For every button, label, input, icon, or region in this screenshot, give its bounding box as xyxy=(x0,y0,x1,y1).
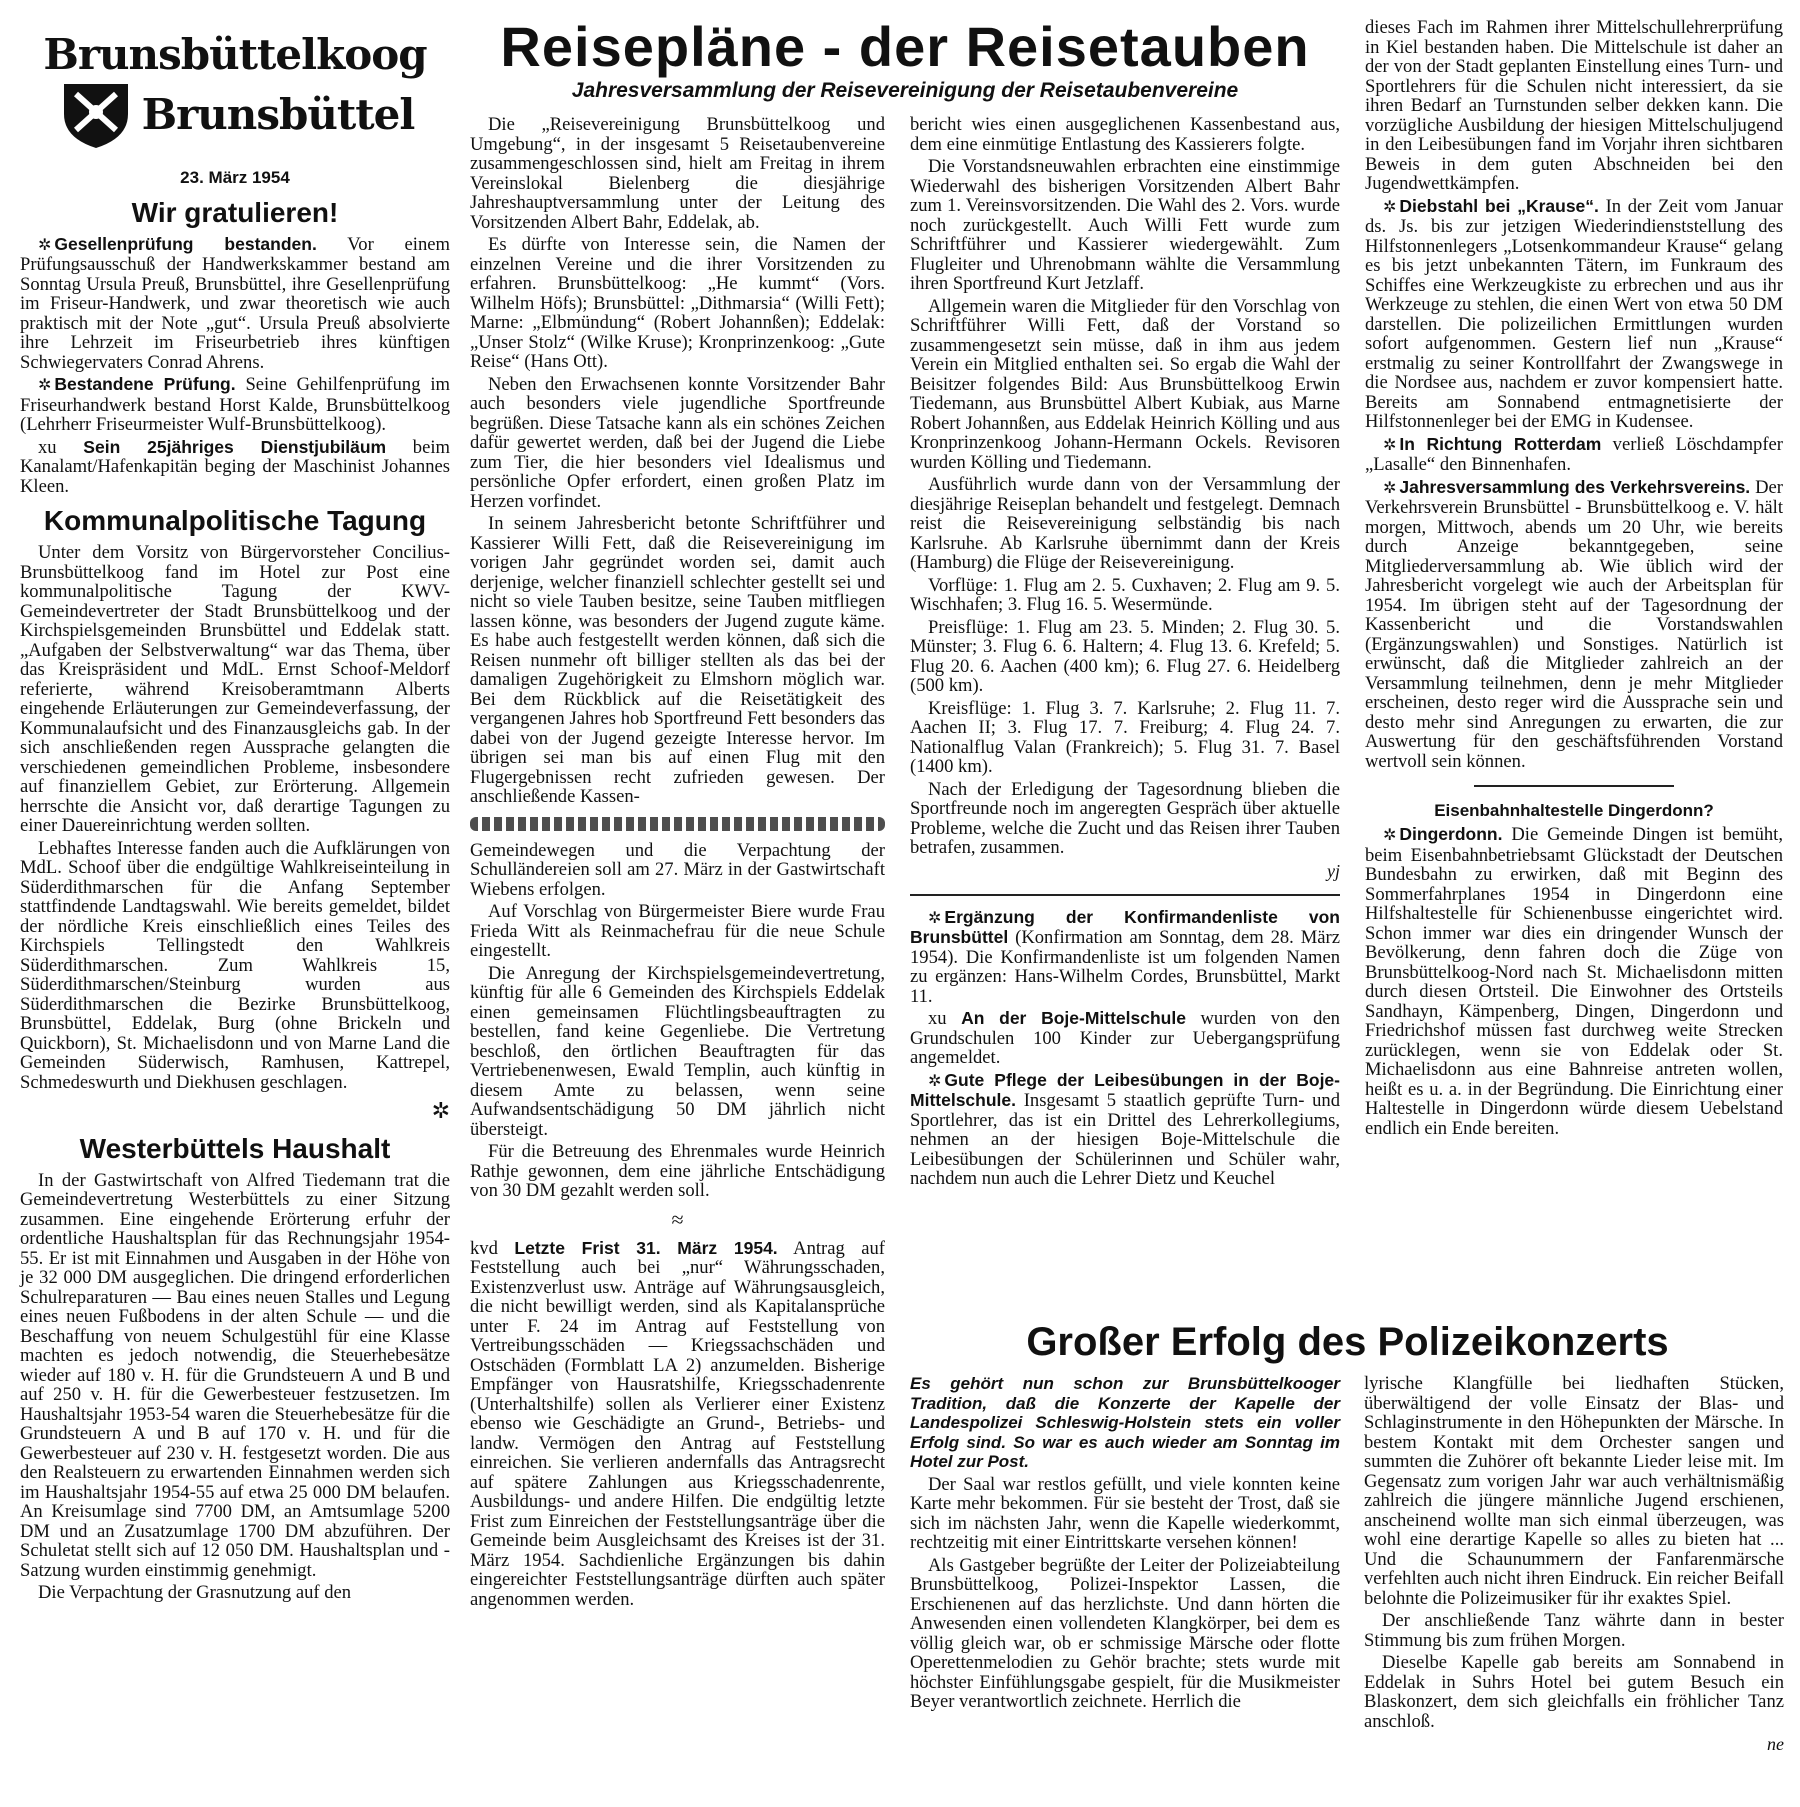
star-icon: ✲ xyxy=(1383,198,1397,216)
konzert-article xyxy=(910,1320,1785,1755)
star-icon: ✲ xyxy=(1383,436,1397,454)
gratulieren-paragraph-2: ✲ Bestandene Prüfung. Seine Gehilfenprüfung im Friseurhandwerk bestand Horst Kalde, Brunsbüttelkoog (Lehrherr Friseurmeister Wulf-Brunsbüttelkoog). xyxy=(20,374,450,436)
reise-paragraph: Nach der Erledigung der Tagesordnung blieben die Sportfreunde noch im angeregten Gespräch über aktuelle Probleme, welche die Zucht und das Reisen ihrer Tauben betrafen, zusammen. xyxy=(910,778,1340,858)
author-sign: ne xyxy=(1767,1734,1784,1754)
reise-headline xyxy=(470,15,1340,103)
divider xyxy=(910,894,1340,896)
konf-paragraph: ✲ Ergänzung der Konfirmandenliste von Brunsbüttel (Konfirmation am Sonntag, dem 28. März 1954). Die Konfirmandenliste ist um folgenden Namen zu ergänzen: Hans-Wilhelm Cordes, Brunsbüttel, Markt 11. xyxy=(910,906,1340,1007)
column-2 xyxy=(470,115,885,1612)
reise-paragraph: Die Vorstandsneuwahlen erbrachten eine einstimmige Wiederwahl des bisherigen Vorsitzenden Albert Bahr zum 1. Vereinsvorsitzenden. Die Wahl des 2. Vors. wurde noch zurückgestellt. Auch Willi Fett wurde zum Schriftführer und Kassierer wiedergewählt. Zum Flugleiter und Uhrenobmann wählte die Versammlung ihren Sportfreund Kurt Jetzlaff. xyxy=(910,156,1340,294)
konzert-paragraph: lyrische Klangfülle bei liedhaften Stücken, überwältigend der volle Einsatz der Blas- und Schlaginstrumente in den Höhepunkten der Märsche. In bestem Kontakt mit dem Orchester sangen und summten die Zuhörer oft bekannte Lieder leise mit. Im Gegensatz zum vorigen Jahr war auch verhältnismäßig zahlreich die jüngere männliche Jugend erschienen, anscheinend wollte man sich einmal überzeugen, was wohl eine derartige Kapelle so alles zu bieten hat ... Und die Schaunummern der Fanfarenmärsche verfehlten auch nicht ihren Eindruck. Ein reicher Beifall belohnte die Polizeimusiker für ihr exaktes Spiel. xyxy=(1364,1373,1784,1609)
kommunal-paragraph-1: Unter dem Vorsitz von Bürgervorsteher Concilius-Brunsbüttelkoog fand im Hotel zur Post eine kommunalpolitische Tagung der KWV-Gemeindevertreter der Stadt Brunsbüttelkoog und der Kirchspielsgemeinden Brunsbüttel und Eddelak statt. „Aufgaben der Selbstverwaltung“ war das Thema, über das Kreispräsident und MdL. Ernst Schoof-Meldorf referierte, während Kreisoberamtmann Alberts eingehende Erläuterungen zur Gemeindeverfassung, der Kommunalaufsicht und des Finanzausgleichs gab. In der sich anschließenden regen Aussprache gelangten die verschiedenen gemeindlichen Probleme, insbesondere auf finanziellem Gebiet, zur Erörterung. Allgemein herrschte die Ansicht vor, daß derartige Tagungen zu einer Dauereinrichtung werden sollten. xyxy=(20,542,450,837)
divider xyxy=(1474,785,1674,787)
reise-paragraph: Kreisflüge: 1. Flug 3. 7. Karlsruhe; 2. Flug 11. 7. Aachen II; 3. Flug 17. 7. Freiburg; 4. Flug 24. 7. Nationalflug Valan (Frankreich); 5. Flug 31. 7. Basel (1400 km). xyxy=(910,697,1340,777)
star-icon: ✲ xyxy=(38,377,52,395)
bahn-title: Eisenbahnhaltestelle Dingerdonn? xyxy=(1434,801,1714,820)
verkehr-paragraph: ✲ Jahresversammlung des Verkehrsvereins. Der Verkehrsverein Brunsbüttel - Brunsbüttelkoog e. V. hält morgen, Mittwoch, abends um 20 Uhr, wie bereits durch Anzeige bekanntgegeben, seine Mitgliederversammlung ab. Wie üblich wird der Jahresbericht vorgelegt wie auch der Arbeitsplan für 1954. Im übrigen steht auf der Tagesordnung der Kassenbericht und die Vorstandswahlen (Ergänzungswahlen) und Sonstiges. Natürlich ist erwünscht, daß die Mitglieder zahlreich an der Versammlung teilnehmen, denn je mehr Mitglieder erscheinen, desto reger wird die Aussprache sein und desto mehr sind Anregungen zu erwarten, die zur Auswertung für den geschäftsführenden Vorstand wertvoll sein können. xyxy=(1365,476,1783,772)
column-1 xyxy=(20,30,450,1606)
frist-paragraph: kvd Letzte Frist 31. März 1954. Antrag auf Feststellung auch bei „nur“ Währungsschaden, Existenzverlust usw. Anträge auf Währungsausgleich, die nicht bewilligt werden, sind als Kapitalansprüche unter F. 24 im Antrag auf Feststellung von Vertreibungsschäden — Kriegssachschäden und Ostschäden (Formblatt LA 2) anzumelden. Bisherige Empfänger von Hausratshilfe, Kriegsschadenrente (Unterhaltshilfe) sollen als Verlierer einer Existenz ebenso wie Geschädigte an Grund-, Betriebs- und landw. Vermögen den Antrag auf Feststellung einreichen. Sie verlieren andernfalls das Antragsrecht auf spätere Zahlungen aus Kriegsschadenrente, Ausbildungs- und andere Hilfen. Die endgültig letzte Frist zum Einreichen der Feststellungsanträge über die Gemeinde beim Ausgleichsamt des Kreises ist der 31. März 1954. Sachdienliche Ergänzungen bis dahin eingereichter Feststellungsanträge dürften auch später angenommen werden. xyxy=(470,1237,886,1610)
konzert-column-1 xyxy=(910,1374,1340,1755)
star-icon: ✲ xyxy=(431,1098,450,1124)
bahn-paragraph: ✲ Dingerdonn. Die Gemeinde Dingen ist bemüht, beim Eisenbahnbetriebsamt Glückstadt der Deutschen Bundesbahn zu erwirken, daß mit Beginn des Sommerfahrplanes 1954 in Dingerdonn eine Hilfshaltestelle für Schienenbusse eingerichtet wird. Schon immer war dies ein dringender Wunsch der Bevölkerung, denn fahren doch die Züge von Brunsbüttelkoog-Nord nach St. Michaelisdonn mitten durch diesen Ortsteil. Die Einwohner des Ortsteils Sandhayn, Kämpenberg, Dingen, Dingerdonn und Friedrichshof müssen fast durchweg weite Strecken zurücklegen, wenn sie von Eddelak oder St. Michaelisdonn aus eine Bahnreise antreten wollen, heißt es u. a. in der Begründung. Die Einrichtung einer Haltestelle in Dingerdonn würde diesem Uebelstand endlich ein Ende bereiten. xyxy=(1365,824,1783,1139)
konzert-paragraph: Der Saal war restlos gefüllt, und viele konnten keine Karte mehr bekommen. Für sie besteht der Trost, daß sie sich im nächsten Jahr, wenn die Kapelle wiederkommt, rechtzeitig mit einer Eintrittskarte versehen können! xyxy=(910,1473,1340,1553)
konzert-column-2 xyxy=(1364,1374,1784,1755)
haushalt-continued: Die Anregung der Kirchspielsgemeindevertretung, künftig für alle 6 Gemeinden des Kirchspiels Eddelak einen gemeinsamen Flüchtlingsbeauftragten zu bestellen, fand keine Gegenliebe. Die Vertretung beschloß, den örtlichen Beauftragten für das Vertriebenenwesen, Ewald Templin, auch künftig in diesem Amte zu belassen, wenn seine Aufwandsentschädigung 50 DM jährlich nicht übersteigt. xyxy=(470,962,885,1140)
reise-title: Reisepläne - der Reisetauben xyxy=(500,15,1310,78)
masthead xyxy=(20,30,450,150)
masthead-line-1: Brunsbüttelkoog xyxy=(43,30,427,79)
gratulieren-paragraph-3: xu Sein 25jähriges Dienstjubiläum beim Kanalamt/Hafenkapitän beging der Maschinist Johannes Kleen. xyxy=(20,436,450,497)
coat-of-arms-icon xyxy=(56,80,136,150)
column-3 xyxy=(910,115,1340,1192)
haushalt-continued: Gemeindewegen und die Verpachtung der Schulländereien soll am 27. März in der Gastwirtschaft Wiebens erfolgen. xyxy=(470,839,885,900)
haushalt-paragraph-1: In der Gastwirtschaft von Alfred Tiedemann trat die Gemeindevertretung Westerbüttels zu einer Sitzung zusammen. Eine eingehende Erörterung erfuhr der ordentliche Haushaltsplan für das Rechnungsjahr 1954-55. Er ist mit Einnahmen und Ausgaben in der Höhe von je 32 000 DM ausgeglichen. Die dringend erforderlichen Schulreparaturen — Bau eines neuen Stalles und Legung eines neuen Fußbodens in der alten Schule — und die Beschaffung von neuem Schulgestühl für eine Klasse machten es jedoch notwendig, die Steuerhebesätze wieder auf 180 v. H. für die Grundsteuern A und B und auf 250 v. H. für die Gewerbesteuer festzusetzen. Im Haushaltsjahr 1953-54 waren die Steuerhebesätze für die Grundsteuern A und B auf 170 v. H. und für die Gewerbesteuer auf 230 v. H. festgesetzt worden. Die aus den Realsteuern zu erwartenden Einnahmen werden sich im Haushaltsjahr 1954-55 auf etwa 25 000 DM belaufen. An Kreisumlage sind 7700 DM, an Amtsumlage 5200 DM und an Zusatzumlage 1700 DM abzuführen. Der Schuletat stellt sich auf 12 050 DM. Haushaltsplan und -Satzung wurden einstimmig genehmigt. xyxy=(20,1169,450,1581)
boje-paragraph: xu An der Boje-Mittelschule wurden von den Grundschulen 100 Kinder zur Uebergangsprüfung angemeldet. xyxy=(910,1008,1340,1068)
star-icon: ✲ xyxy=(1383,827,1397,844)
konzert-paragraph: Als Gastgeber begrüßte der Leiter der Polizeiabteilung Brunsbüttelkoog, Polizei-Inspektor Lassen, die Erschienenen auf das herzlichste. Und dann hörten die Anwesenden einen vollendeten Klangkörper, bei dem es völlig gleich war, ob er schmissige Märsche oder flotte Operettenmelodien zu Gehör brachte; stets wurde mit höchster Einfühlungsgabe gespielt, für die Musikmeister Beyer verantwortlich zeichnete. Herrlich die xyxy=(910,1554,1340,1712)
divider xyxy=(470,817,885,831)
star-icon: ✲ xyxy=(38,236,52,254)
reise-paragraph: In seinem Jahresbericht betonte Schriftführer und Kassierer Willi Fett, daß die Reisevereinigung im vorigen Jahr gegründet worden sei, damit auch derjenige, welcher finanziell schlechter gestellt sei und nicht so viele Tauben besitze, seine Tauben mitfliegen lassen könne, was besonders der Jugend zugute käme. Es habe auch festgestellt werden können, daß sich die Reisen nunmehr oft billiger stellten als das bei der damaligen Zugehörigkeit zu Elmshorn möglich war. Bei dem Rückblick auf die Reisetätigkeit des vergangenen Jahres hob Sportfreund Fett besonders das dabei von der Jugend gezeigte Interesse hervor. Im übrigen sei man bis auf einen Flug mit den Flugergebnissen recht zufrieden gewesen. Der anschließende Kassen- xyxy=(470,513,885,807)
haushalt-paragraph-2: Die Verpachtung der Grasnutzung auf den xyxy=(38,1582,352,1604)
column-4 xyxy=(1365,18,1783,1141)
krause-paragraph: ✲ Diebstahl bei „Krause“. In der Zeit vom Januar ds. Js. bis zur jetzigen Wiederindienststellung des Hilfstonnenlegers „Lotsenkommandeur Krause“ gelang es bis jetzt unbekannten Tätern, im Funkraum des Schiffes eine Werkzeugkiste zu erbrechen und aus ihr Werkzeuge zu stehlen, die einen Wert von etwa 50 DM darstellen. Die polizeilichen Ermittlungen wurden sofort aufgenommen. Gestern lief nun „Krause“ erstmalig zu seiner Kontrollfahrt der Zwangswege in die Nordsee aus, nachdem er zuvor kompensiert hatte. Bereits am Sonnabend entmagnetisierte der Hilfstonnenleger bei der EMG in Kudensee. xyxy=(1365,195,1783,432)
konzert-paragraph: Dieselbe Kapelle gab bereits am Sonnabend in Eddelak in Suhrs Hotel bei gutem Besuch ein Blaskonzert, dem sich gleichfalls ein fröhlicher Tanz anschloß. xyxy=(1364,1652,1784,1732)
author-sign: yj xyxy=(1327,860,1340,881)
reise-paragraph: Neben den Erwachsenen konnte Vorsitzender Bahr auch besonders viele jugendliche Sportfreunde begrüßen. Diese Tatsache kann als ein schönes Zeichen dafür gewertet werden, daß bei der Jugend die Liebe zum Tier, die hier besonders viel Idealismus und persönliche Opfer erfordert, einen großen Platz im Herzen vorfindet. xyxy=(470,373,885,512)
reise-paragraph: Allgemein waren die Mitglieder für den Vorschlag von Schriftführer Willi Fett, daß der Vorstand so zusammengesetzt sein müsse, daß in ihm aus jedem Verein ein Mitglied enthalten sei. So ergab die Wahl der Beisitzer folgendes Bild: Aus Brunsbüttelkoog Erwin Tiedemann, aus Brunsbüttel Albert Kubiak, aus Marne Robert Johannßen, aus Eddelak Heinrich Kölling und aus Kronprinzenkoog Johann-Hermann Ockels. Revisoren wurden Kölling und Tiedemann. xyxy=(910,295,1340,473)
star-icon: ✲ xyxy=(928,1072,942,1090)
haushalt-continued: Für die Betreuung des Ehrenmales wurde Heinrich Rathje gewonnen, dem eine jährliche Entschädigung von 30 DM gezahlt werden soll. xyxy=(470,1141,885,1201)
pflege-continued: dieses Fach im Rahmen ihrer Mittelschullehrerprüfung in Kiel bestanden haben. Die Mittelschule ist daher an der von der Stadt geplanten Einstellung eines Turn- und Sportlehrers für die Schulen nicht interessiert, da sie ihren Bedarf an Turnstunden selber dekken kann. Die vorzügliche Ausbildung der hiesigen Mittelschuljugend in den Leibesübungen fand im Vorjahr ihren sichtbaren Beweis in dem guten Abschneiden bei den Jugendwettkämpfen. xyxy=(1365,17,1783,194)
konzert-paragraph: Der anschließende Tanz währte dann in bester Stimmung bis zum frühen Morgen. xyxy=(1364,1610,1784,1651)
reise-subtitle: Jahresversammlung der Reisevereinigung der Reisetaubenvereine xyxy=(571,78,1239,102)
masthead-line-2: Brunsbüttel xyxy=(141,90,415,139)
kommunal-paragraph-2: Lebhaftes Interesse fanden auch die Aufklärungen von MdL. Schoof über die endgültige Wahlkreiseinteilung in Süderdithmarschen für die Anfang September stattfindende Landtagswahl. Wie bereits gemeldet, bildet der nördliche Kreis einschließlich eines Teiles des Kirchspiels Tellingstedt den Wahlkreis Süderdithmarschen. Zum Wahlkreis 15, Süderdithmarschen/Steinburg wurden aus Süderdithmarschen die Bezirke Brunsbüttelkoog, Brunsbüttel, Eddelak, Burg (ohne Brickeln und Quickborn), St. Michaelisdonn und von Marne Land die Gemeinden Süderwisch, Ramhusen, Kattrepel, Schmedeswurth und Diekhusen geschlagen. xyxy=(20,837,450,1093)
gratulieren-paragraph-1: ✲ Gesellenprüfung bestanden. Vor einem Prüfungsausschuß der Handwerkskammer bestand am Sonntag Ursula Preuß, Brunsbüttel, ihre Gesellenprüfung im Friseur-Handwerk, und zwar theoretisch wie auch praktisch mit der Note „gut“. Ursula Preuß absolvierte ihre Lehrzeit im Friseurbetrieb ihres künftigen Schwiegervaters Conrad Ahrens. xyxy=(20,233,450,373)
reise-paragraph: Die „Reisevereinigung Brunsbüttelkoog und Umgebung“, in der insgesamt 5 Reisetaubenvereine zusammengeschlossen sind, hielt am Freitag in ihrem Vereinslokal Bielenberg die diesjährige Jahreshauptversammlung unter der Leitung des Vorsitzenden Albert Bahr, Eddelak, ab. xyxy=(470,114,885,233)
reise-paragraph: bericht wies einen ausgeglichenen Kassenbestand aus, dem eine einmütige Entlastung des Kassierers folgte. xyxy=(910,114,1340,155)
star-icon: ✲ xyxy=(1383,479,1397,497)
haushalt-title: Westerbüttels Haushalt xyxy=(79,1133,391,1165)
reise-paragraph: Preisflüge: 1. Flug am 23. 5. Minden; 2. Flug 30. 5. Münster; 3. Flug 6. 6. Haltern; 4. Flug 13. 6. Krefeld; 5. Flug 20. 6. Aachen (400 km); 6. Flug 27. 6. Heidelberg (500 km). xyxy=(910,616,1340,696)
konzert-intro: Es gehört nun schon zur Brunsbüttelkooger Tradition, daß die Konzerte der Kapelle der Landespolizei Schleswig-Holstein stets ein voller Erfolg sind. So war es auch wieder am Sonntag im Hotel zur Post. xyxy=(910,1374,1340,1471)
reise-paragraph: Vorflüge: 1. Flug am 2. 5. Cuxhaven; 2. Flug am 9. 5. Wischhafen; 3. Flug 16. 5. Wesermünde. xyxy=(910,574,1340,615)
pflege-paragraph: ✲ Gute Pflege der Leibesübungen in der Boje-Mittelschule. Insgesamt 5 staatlich geprüfte Turn- und Sportlehrer, das ist ein Drittel des Lehrerkollegiums, nehmen an der hiesigen Boje-Mittelschule die Leibesübungen der Schülerinnen und Schüler wahr, nachdem nun auch die Lehrer Dietz und Keuchel xyxy=(910,1069,1340,1189)
star-icon: ✲ xyxy=(928,909,942,927)
issue-date: 23. März 1954 xyxy=(180,168,290,187)
reise-paragraph: Ausführlich wurde dann von der Versammlung der diesjährige Reiseplan behandelt und festgelegt. Demnach reist die Reisevereinigung selbständig bis nach Karlsruhe. Ab Karlsruhe übernimmt dann der Kreis (Hamburg) die Flüge der Reisevereinigung. xyxy=(910,474,1340,573)
reise-paragraph: Es dürfte von Interesse sein, die Namen der einzelnen Vereine und die ihrer Vorsitzenden zu erfahren. Brunsbüttelkoog: „He kummt“ (Vors. Wilhelm Höfs); Brunsbüttel: „Dithmarsia“ (Willi Fett); Marne: „Elbmündung“ (Robert Johannßen); Eddelak: „Unser Stolz“ (Wilke Kruse); Kronprinzenkoog: „Gute Reise“ (Hans Ott). xyxy=(470,234,885,372)
kommunal-title: Kommunalpolitische Tagung xyxy=(43,505,427,537)
haushalt-continued: Auf Vorschlag von Bürgermeister Biere wurde Frau Frieda Witt als Reinmachefrau für die neue Schule eingestellt. xyxy=(470,901,885,961)
gratulieren-title: Wir gratulieren! xyxy=(131,197,339,228)
konzert-title: Großer Erfolg des Polizeikonzerts xyxy=(1026,1320,1669,1364)
rotterdam-paragraph: ✲ In Richtung Rotterdam verließ Löschdampfer „Lasalle“ den Binnenhafen. xyxy=(1365,433,1783,475)
divider: ≈ xyxy=(671,1206,684,1232)
